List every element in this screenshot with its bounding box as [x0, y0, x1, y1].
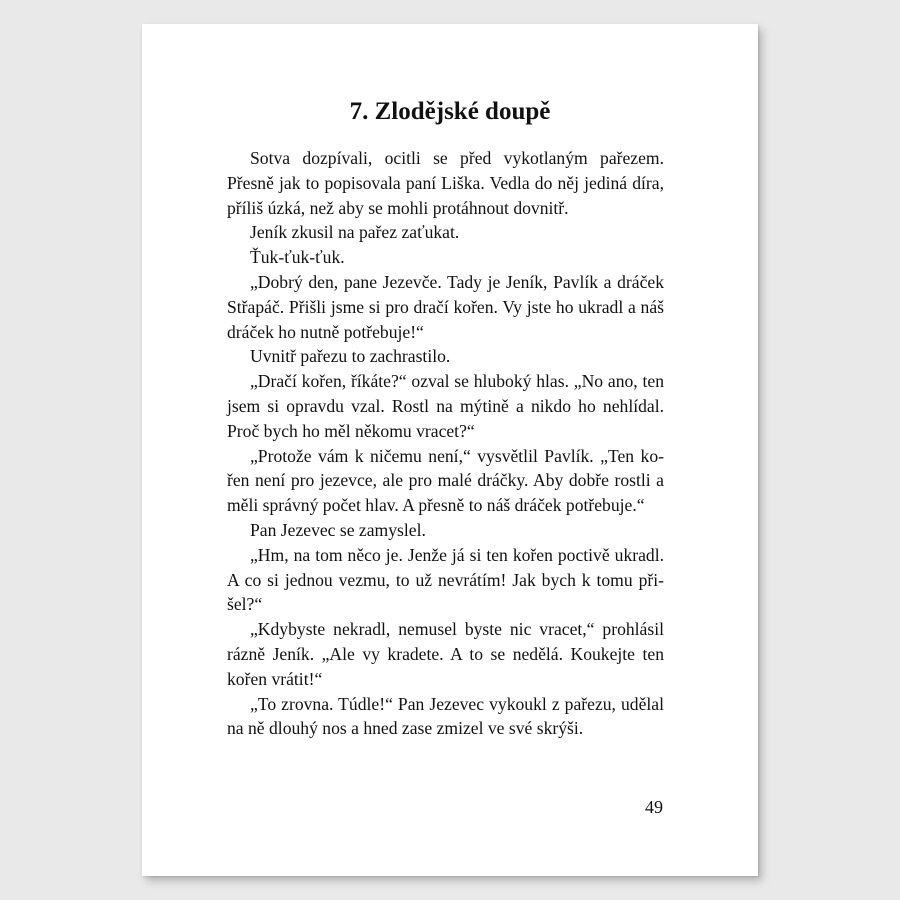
chapter-title: 7. Zlodějské doupě	[349, 98, 551, 125]
paragraph: „Dračí kořen, říkáte?“ ozval se hluboký hlas. „No ano, ten jsem si opravdu vzal. Rostl na mýtině a nikdo ho nehlídal. Proč bych ho měl někomu vracet?“	[227, 371, 664, 441]
paragraph: Jeník zkusil na pařez zaťukat.	[250, 222, 460, 243]
paragraph: Uvnitř pařezu to zachrastilo.	[250, 346, 451, 367]
paragraph: „Dobrý den, pane Jezevče. Tady je Jeník, Pavlík a dráček Střapáč. Přišli jsme si pro dračí kořen. Vy jste ho ukradl a náš dráček ho nutně potřebuje!“	[227, 271, 664, 342]
paragraph: Ťuk-ťuk-ťuk.	[250, 247, 345, 268]
paragraph: „Protože vám k ničemu není,“ vysvětlil Pavlík. „Ten kořen není pro jezevce, ale pro malé dráčky. Aby dobře rostli a měli správný počet hlav. A přesně to náš dráček potřebuje.“	[227, 445, 664, 516]
paragraph: „Kdybyste nekradl, nemusel byste nic vracet,“ prohlásil rázně Jeník. „Ale vy kradete. A to se nedělá. Koukejte ten kořen vrátit!“	[227, 619, 664, 689]
paragraph: Pan Jezevec se zamyslel.	[250, 519, 426, 540]
book-page	[142, 24, 758, 876]
paragraph: „Hm, na tom něco je. Jenže já si ten kořen poctivě ukradl. A co si jednou vezmu, to už nevrátím! Jak bych k tomu přišel?“	[227, 544, 664, 615]
paragraph: „To zrovna. Túdle!“ Pan Jezevec vykoukl z pařezu, udělal na ně dlouhý nos a hned zase zmizel ve své skrýši.	[227, 693, 664, 739]
body-text	[227, 146, 664, 741]
page-number: 49	[645, 797, 663, 817]
paragraph: Sotva dozpívali, ocitli se před vykotlaným pařezem. Přesně jak to popisovala paní Liška. Vedla do něj jediná díra, příliš úzká, než aby se mohli protáhnout dovnitř.	[227, 148, 664, 218]
